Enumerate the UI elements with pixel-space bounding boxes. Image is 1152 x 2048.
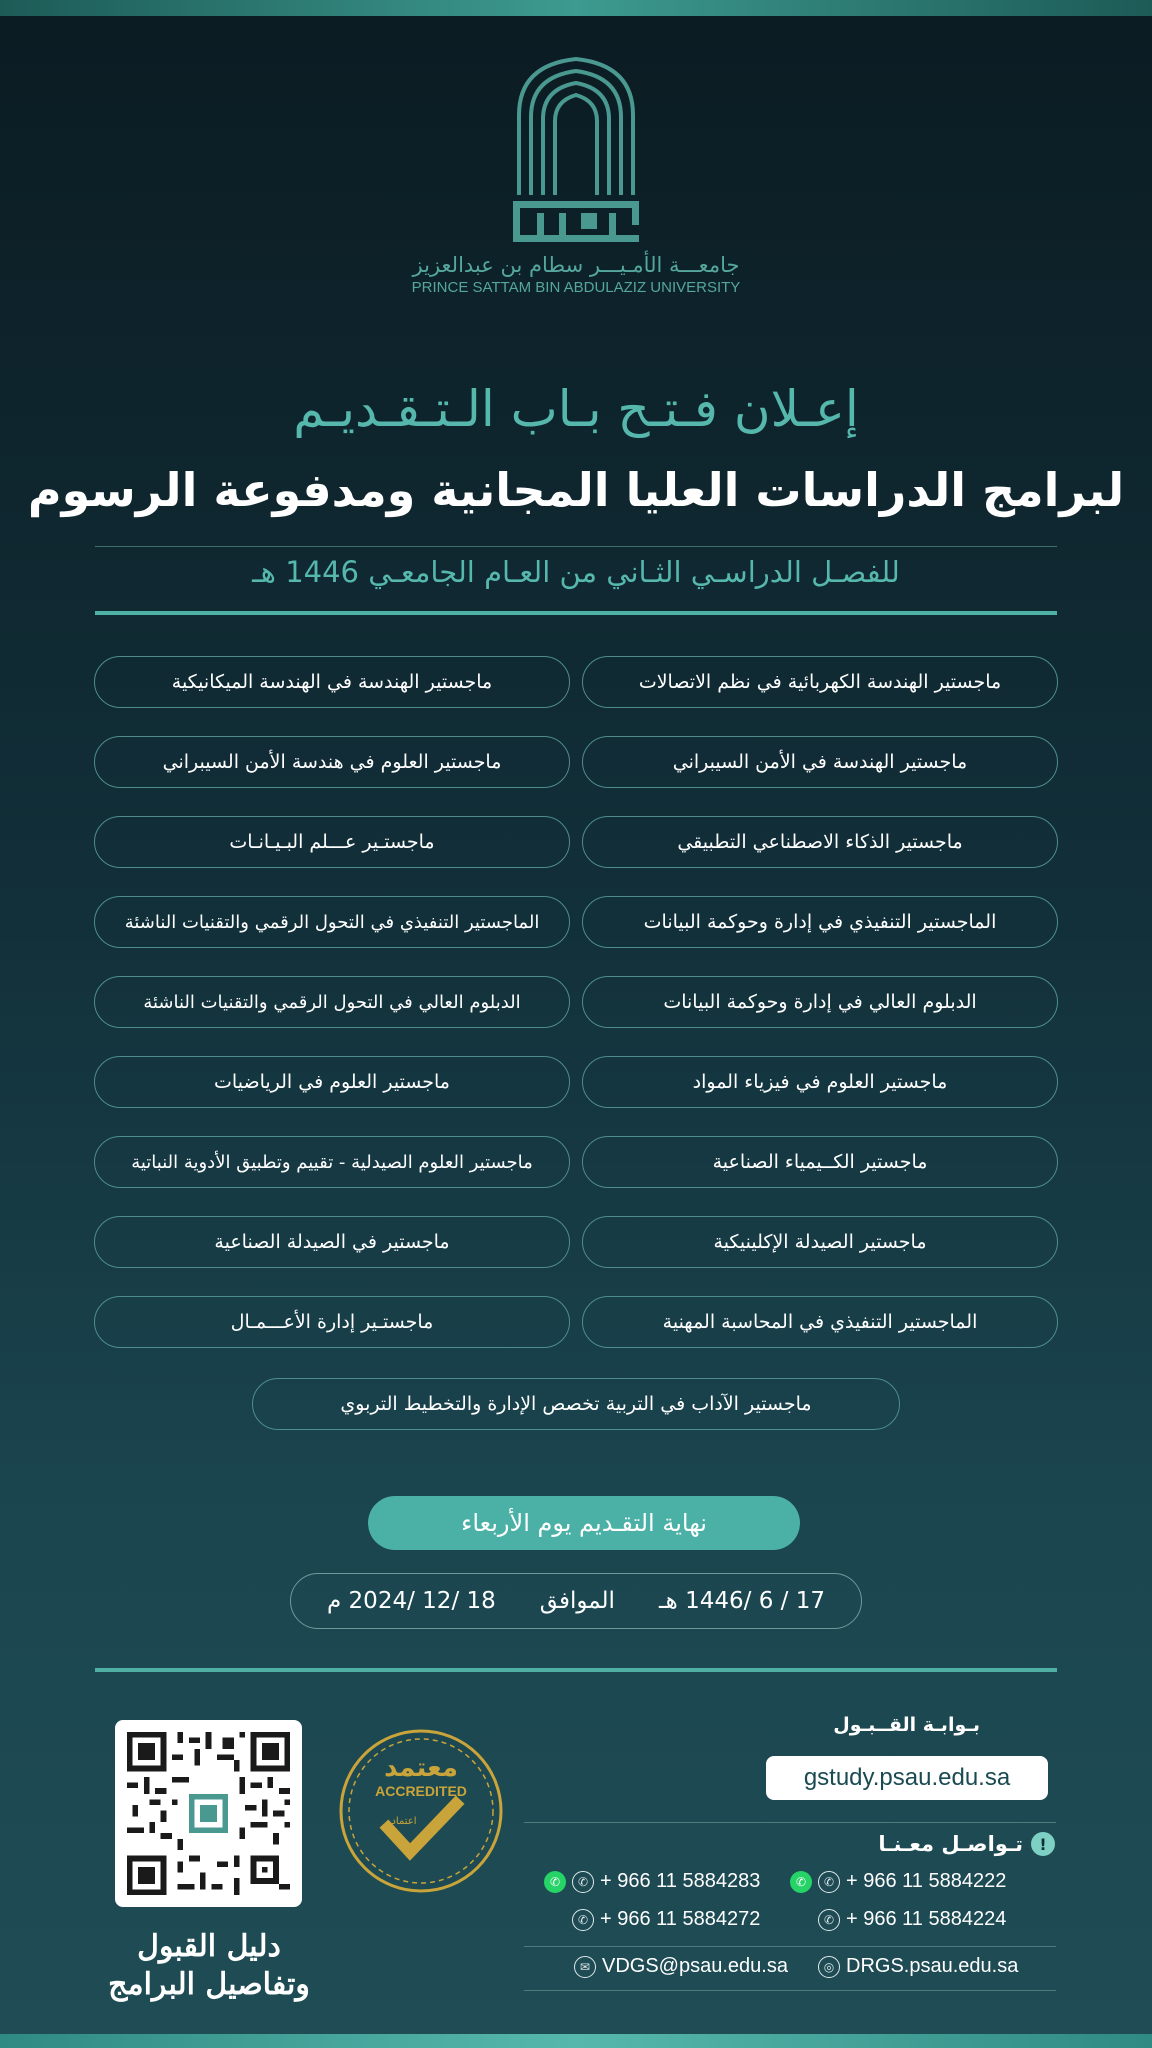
- divider: [95, 611, 1057, 615]
- program-item[interactable]: ماجستير في الصيدلة الصناعية: [94, 1216, 570, 1268]
- corresponding-label: الموافق: [539, 1588, 615, 1614]
- program-item[interactable]: الماجستير التنفيذي في التحول الرقمي والتقنيات الناشئة: [94, 896, 570, 948]
- phone-number: + 966 11 5884222: [846, 1870, 1007, 1892]
- bottom-accent-bar: [0, 2034, 1152, 2048]
- phone-number: + 966 11 5884272: [600, 1908, 761, 1930]
- announcement-title: إعـلان فـتـح بـاب الـتـقـديـم: [293, 380, 859, 438]
- program-item[interactable]: ماجستير الصيدلة الإكلينيكية: [582, 1216, 1058, 1268]
- program-item[interactable]: ماجستير العلوم في هندسة الأمن السيبراني: [94, 736, 570, 788]
- contact-us-heading: [878, 1832, 1055, 1856]
- phone-icon: ✆: [572, 1909, 594, 1931]
- university-name-arabic: جامعـــة الأمـيـــر سطام بن عبدالعزيز: [412, 253, 740, 277]
- divider: [524, 1946, 1056, 1947]
- divider: [95, 546, 1057, 547]
- email-contact[interactable]: [574, 1955, 788, 1978]
- divider: [524, 1990, 1056, 1991]
- program-item[interactable]: الدبلوم العالي في إدارة وحوكمة البيانات: [582, 976, 1058, 1028]
- program-item[interactable]: ماجستير الهندسة في الأمن السيبراني: [582, 736, 1058, 788]
- university-name-english: PRINCE SATTAM BIN ABDULAZIZ UNIVERSITY: [411, 279, 741, 296]
- website-link: DRGS.psau.edu.sa: [846, 1955, 1019, 1977]
- phone-contact[interactable]: [790, 1870, 1006, 1893]
- email-icon: ✉: [574, 1956, 596, 1978]
- whatsapp-icon: ✆: [790, 1871, 812, 1893]
- website-contact[interactable]: [818, 1955, 1018, 1978]
- phone-icon: ✆: [572, 1871, 594, 1893]
- svg-text:معتمد: معتمد: [384, 1753, 458, 1783]
- phone-contact[interactable]: [544, 1870, 760, 1893]
- guide-line-2: وتفاصيل البرامج: [108, 1967, 310, 2002]
- info-icon: !: [1031, 1832, 1055, 1856]
- hijri-date: 17 / 6 /1446 هـ: [658, 1588, 826, 1614]
- program-item[interactable]: ماجستير الآداب في التربية تخصص الإدارة والتخطيط التربوي: [252, 1378, 900, 1430]
- program-item[interactable]: ماجستـير عـــلم البـيـانـات: [94, 816, 570, 868]
- contact-us-label: تـواصـل معـنـا: [878, 1832, 1023, 1856]
- phone-contact[interactable]: [818, 1908, 1006, 1931]
- university-logo: [0, 55, 1152, 296]
- divider: [524, 1822, 1056, 1823]
- program-item[interactable]: الماجستير التنفيذي في المحاسبة المهنية: [582, 1296, 1058, 1348]
- svg-text:اعتماد: اعتماد: [391, 1816, 417, 1827]
- program-item[interactable]: ماجستير الكــيمياء الصناعية: [582, 1136, 1058, 1188]
- svg-text:ACCREDITED: ACCREDITED: [375, 1783, 467, 1799]
- admission-portal-label: بـوابـة القــبـول: [833, 1714, 980, 1736]
- program-item[interactable]: ماجستـير إدارة الأعـــمـال: [94, 1296, 570, 1348]
- programs-list: [94, 656, 1058, 1348]
- semester-subtitle: للفصـل الدراسـي الثـاني من العـام الجامعـي 1446 هـ: [252, 555, 900, 589]
- whatsapp-icon: ✆: [544, 1871, 566, 1893]
- phone-icon: ✆: [818, 1909, 840, 1931]
- program-item[interactable]: الدبلوم العالي في التحول الرقمي والتقنيات الناشئة: [94, 976, 570, 1028]
- email-link: VDGS@psau.edu.sa: [602, 1955, 788, 1977]
- accreditation-seal-icon: [338, 1728, 504, 1894]
- university-emblem-icon: [511, 55, 641, 245]
- program-item[interactable]: الماجستير التنفيذي في إدارة وحوكمة البيانات: [582, 896, 1058, 948]
- program-item[interactable]: ماجستير الهندسة الكهربائية في نظم الاتصالات: [582, 656, 1058, 708]
- admission-portal-link[interactable]: gstudy.psau.edu.sa: [766, 1756, 1048, 1800]
- program-item[interactable]: ماجستير الهندسة في الهندسة الميكانيكية: [94, 656, 570, 708]
- deadline-dates: [290, 1573, 862, 1629]
- guide-line-1: دليل القبول: [137, 1929, 281, 1964]
- phone-number: + 966 11 5884224: [846, 1908, 1007, 1930]
- phone-icon: ✆: [818, 1871, 840, 1893]
- accredited-badge: [338, 1728, 504, 1894]
- admission-guide-label: [84, 1928, 334, 2004]
- phone-contact[interactable]: [572, 1908, 760, 1931]
- program-item[interactable]: ماجستير العلوم في فيزياء المواد: [582, 1056, 1058, 1108]
- top-accent-bar: [0, 0, 1152, 16]
- program-item[interactable]: ماجستير الذكاء الاصطناعي التطبيقي: [582, 816, 1058, 868]
- qr-code-icon: [127, 1732, 290, 1895]
- program-item[interactable]: ماجستير العلوم الصيدلية - تقييم وتطبيق الأدوية النباتية: [94, 1136, 570, 1188]
- globe-icon: ◎: [818, 1956, 840, 1978]
- qr-code[interactable]: [115, 1720, 302, 1907]
- deadline-badge: نهاية التقـديم يوم الأربعاء: [368, 1496, 800, 1550]
- phone-number: + 966 11 5884283: [600, 1870, 761, 1892]
- program-item[interactable]: ماجستير العلوم في الرياضيات: [94, 1056, 570, 1108]
- divider: [95, 1668, 1057, 1672]
- gregorian-date: 18 /12 /2024 م: [326, 1588, 496, 1614]
- announcement-headline: لبرامج الدراسات العليا المجانية ومدفوعة الرسوم: [27, 463, 1125, 517]
